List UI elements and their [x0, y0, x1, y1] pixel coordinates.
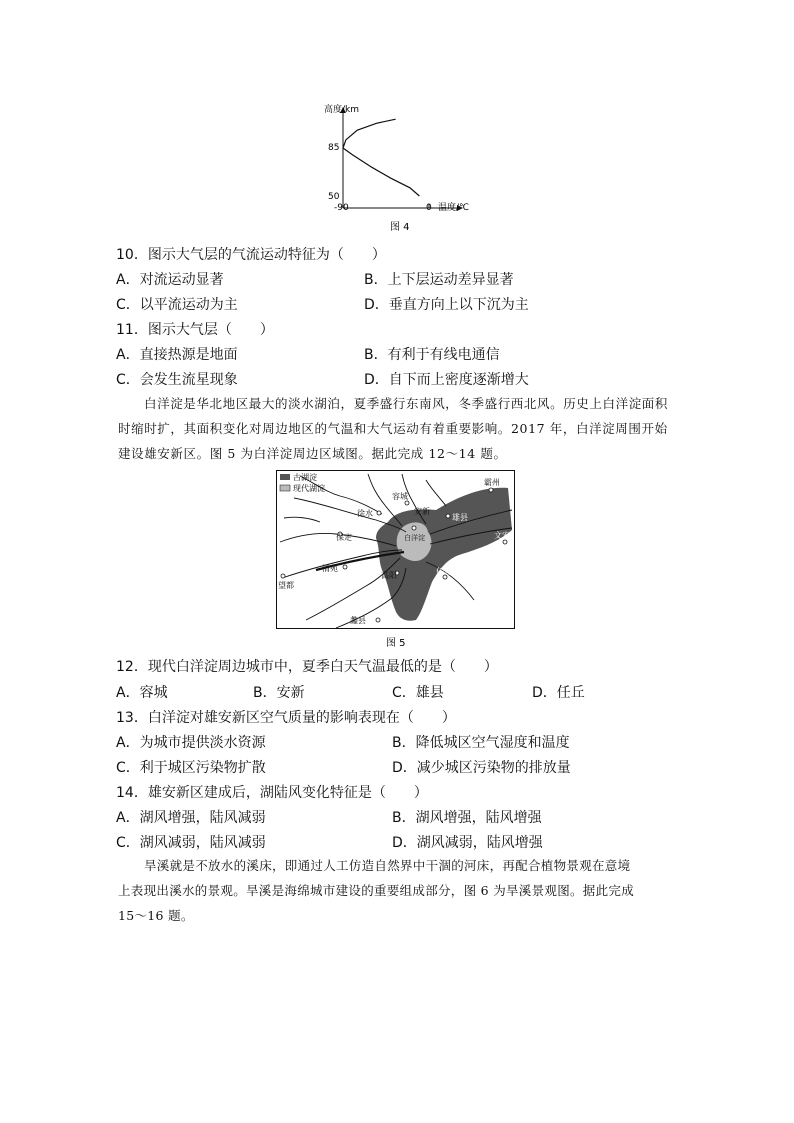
city-marker-qingyuan [343, 565, 347, 569]
y-tick-50: 50 [328, 192, 340, 202]
question-11-stem: 11．图示大气层（ ） [116, 322, 274, 338]
legend-ancient-label: 古湖淀 [293, 473, 317, 482]
passage-dry-creek-line-2: 上表现出溪水的景观。旱溪是海绵城市建设的重要组成部分，图 6 为旱溪景观图。据此完成 [118, 883, 635, 898]
place-label-xiongxian: 雄县 [452, 513, 468, 522]
question-11-option-c[interactable]: C．会发生流星现象 [116, 372, 238, 388]
city-marker-anxin [412, 526, 416, 530]
place-label-qingyuan: 清苑 [322, 564, 338, 573]
question-14-option-b[interactable]: B．湖风增强，陆风增强 [392, 810, 542, 826]
city-marker-xushui [377, 511, 381, 515]
question-13-option-a[interactable]: A．为城市提供淡水资源 [116, 735, 266, 751]
place-label-wenan: 文安 [494, 531, 510, 540]
question-14-option-d[interactable]: D．湖风减弱，陆风增强 [392, 835, 543, 851]
figure-4-chart [310, 96, 490, 236]
question-12-option-c[interactable]: C．雄县 [392, 685, 444, 701]
place-label-gaoyang: 高阳 [381, 571, 397, 580]
passage-dry-creek-line-1: 旱溪就是不放水的溪床，即通过人工仿造自然界中干涸的河床，再配合植物景观在意境 [144, 858, 631, 873]
city-marker-wenan [503, 540, 507, 544]
question-11-option-a[interactable]: A．直接热源是地面 [116, 347, 238, 363]
question-11-option-b[interactable]: B．有利于有线电通信 [364, 347, 500, 363]
place-label-baoding: 保定 [336, 533, 352, 542]
city-marker-xiongxian [446, 514, 450, 518]
place-label-anxin: 安新 [414, 507, 430, 516]
question-12-stem: 12．现代白洋淀周边城市中，夏季白天气温最低的是（ ） [116, 659, 498, 675]
question-11-option-d[interactable]: D．自下而上密度逐渐增大 [364, 372, 529, 388]
question-13-option-b[interactable]: B．降低城区空气湿度和温度 [392, 735, 570, 751]
question-13-option-c[interactable]: C．利于城区污染物扩散 [116, 760, 266, 776]
legend-ancient-swatch [280, 474, 290, 480]
place-label-lixian: 蠡县 [350, 616, 366, 625]
x-tick-neg90: -90 [334, 203, 349, 213]
y-tick-85: 85 [328, 143, 340, 153]
x-axis-label: 温度/℃ [438, 203, 470, 213]
legend-modern-swatch [280, 485, 290, 491]
question-14-option-a[interactable]: A．湖风增强，陆风减弱 [116, 810, 266, 826]
place-label-rongcheng: 容城 [392, 492, 408, 501]
question-12-option-a[interactable]: A．容城 [116, 685, 168, 701]
question-10-stem: 10．图示大气层的气流运动特征为（ ） [116, 247, 386, 263]
question-13-stem: 13．白洋淀对雄安新区空气质量的影响表现在（ ） [116, 710, 456, 726]
x-tick-0: 0 [426, 203, 432, 213]
question-12-option-b[interactable]: B．安新 [253, 685, 305, 701]
figure-4-caption: 图 4 [390, 222, 410, 233]
figure-5-caption: 图 5 [386, 638, 406, 649]
question-14-option-c[interactable]: C．湖风减弱，陆风减弱 [116, 835, 266, 851]
question-12-option-d[interactable]: D．任丘 [532, 685, 585, 701]
question-10-option-b[interactable]: B．上下层运动差异显著 [364, 272, 514, 288]
place-label-xushui: 徐水 [357, 509, 373, 518]
place-label-bazhou: 霸州 [484, 478, 500, 487]
passage-dry-creek [118, 853, 688, 928]
place-label-wangdu: 望都 [278, 581, 294, 590]
y-axis-label: 高度/km [324, 105, 360, 115]
place-label-renqiu: 任丘 [436, 567, 452, 576]
city-marker-wangdu [281, 574, 285, 578]
city-marker-bazhou [489, 488, 493, 492]
passage-baiyangdian: 白洋淀是华北地区最大的淡水湖泊，夏季盛行东南风，冬季盛行西北风。历史上白洋淀面积时缩时扩，其面积变化对周边地区的气温和大气运动有着重要影响。2017 年，白洋淀周围开始建设雄安新区。图 5 为白洋淀周边区域图。据此完成 12～14 题。 [118, 396, 669, 461]
figure-5-map [276, 470, 516, 650]
city-marker-lixian [376, 618, 380, 622]
city-marker-rongcheng [405, 501, 409, 505]
place-label-baiyangdian: 白洋淀 [404, 534, 425, 542]
temperature-altitude-curve [343, 119, 419, 196]
question-13-option-d[interactable]: D．减少城区污染物的排放量 [392, 760, 571, 776]
question-14-stem: 14．雄安新区建成后，湖陆风变化特征是（ ） [116, 785, 428, 801]
question-10-option-a[interactable]: A．对流运动显著 [116, 272, 224, 288]
question-10-option-d[interactable]: D．垂直方向上以下沉为主 [364, 297, 529, 313]
passage-dry-creek-line-3: 15～16 题。 [118, 908, 194, 923]
legend-modern-label: 现代湖淀 [293, 484, 325, 493]
question-10-option-c[interactable]: C．以平流运动为主 [116, 297, 238, 313]
